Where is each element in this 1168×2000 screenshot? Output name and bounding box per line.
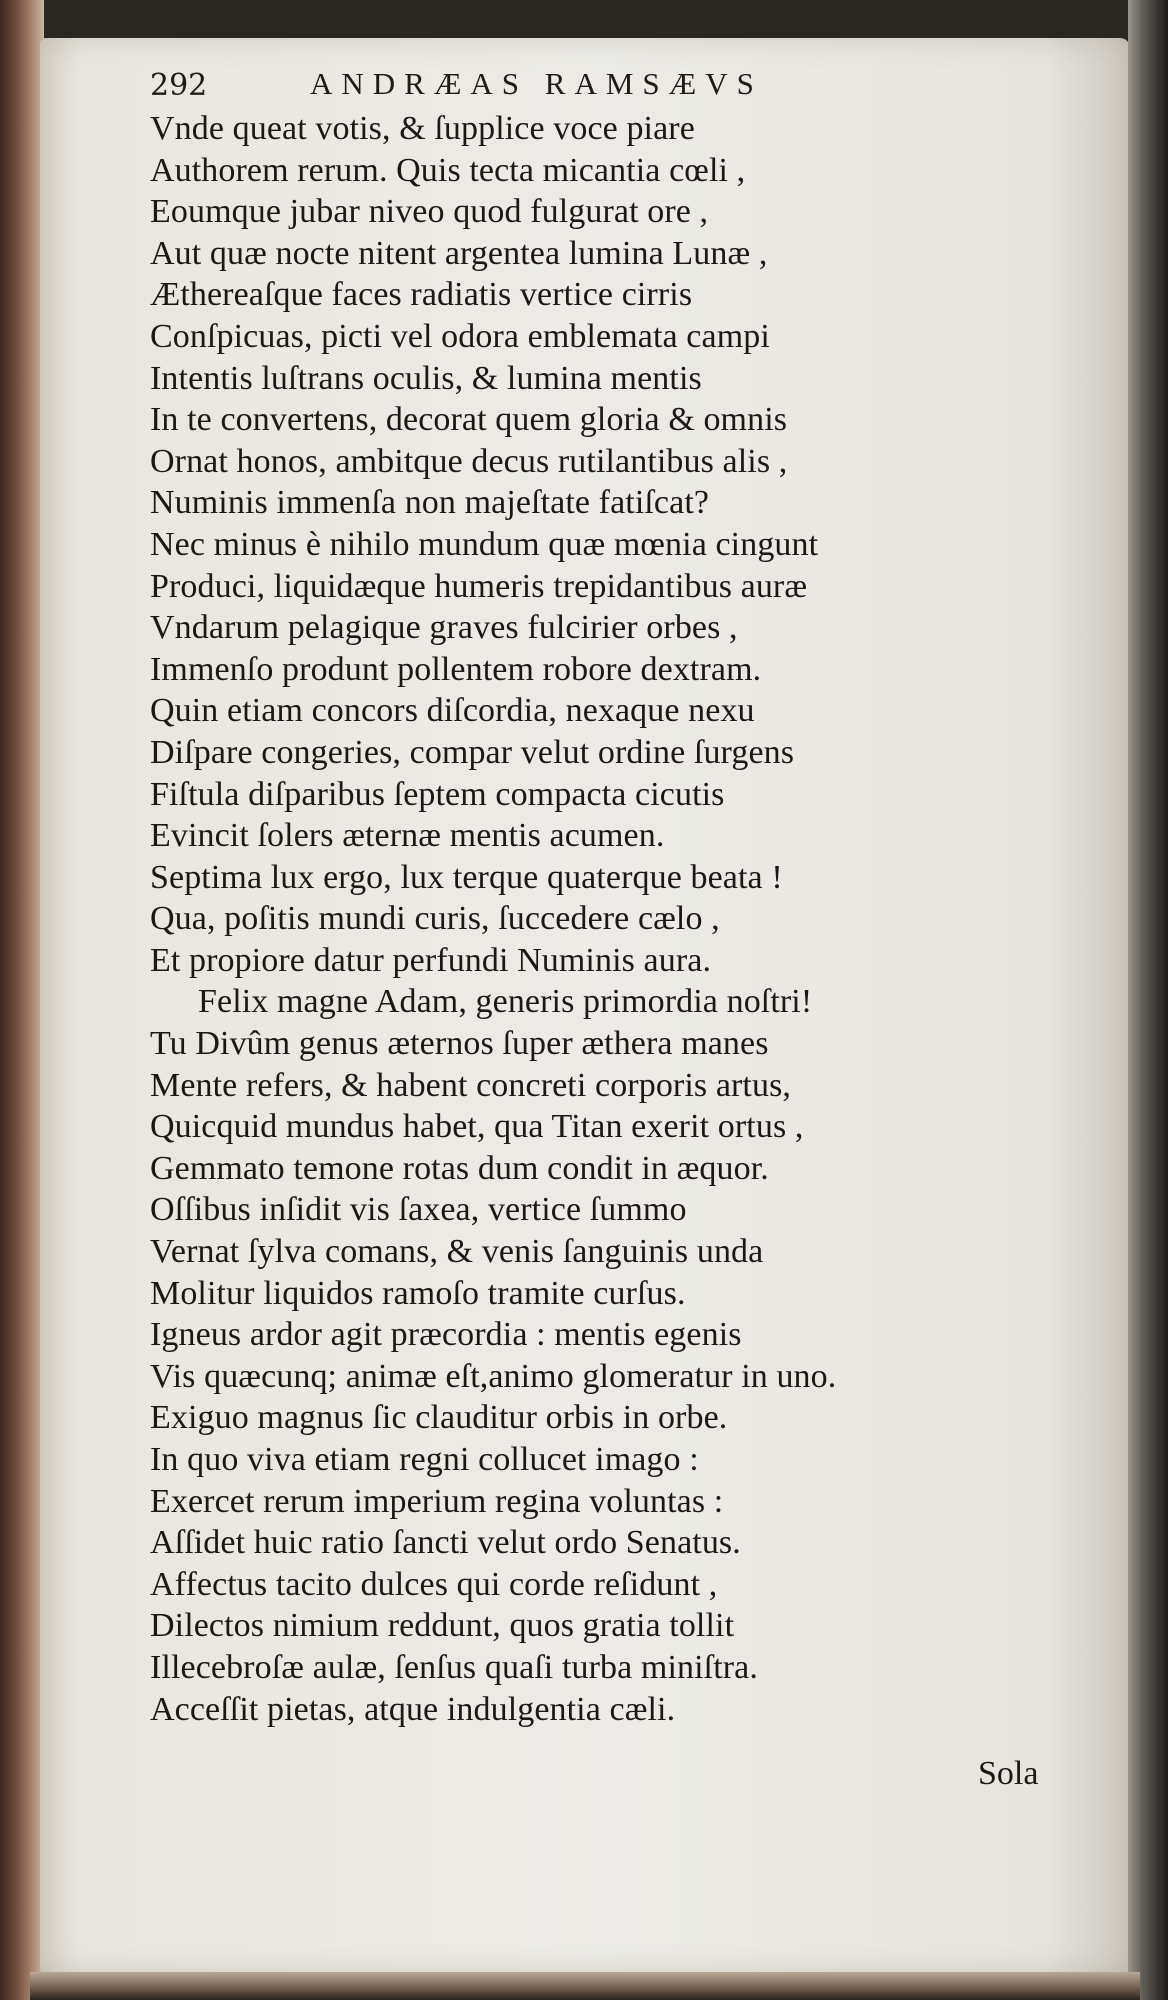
verse-line: Exercet rerum imperium regina voluntas : xyxy=(150,1482,724,1520)
verse-line: Vndarum pelagique graves fulcirier orbes , xyxy=(150,609,738,647)
verse-line: Vnde queat votis, & ſupplice voce piare xyxy=(150,110,695,147)
verse-line: Quin etiam concors diſcordia, nexaque nexu xyxy=(150,692,755,730)
book-fore-edge xyxy=(1128,0,1168,2000)
running-head: ANDRÆAS RAMSÆVS xyxy=(310,66,763,101)
page-number: 292 xyxy=(150,68,208,103)
verse-line: Oſſibus inſidit vis ſaxea, vertice ſummo xyxy=(150,1191,687,1229)
verse-line: Eoumque jubar niveo quod fulgurat ore , xyxy=(150,193,709,231)
verse-line: Nec minus è nihilo mundum quæ mœnia cingunt xyxy=(150,525,819,563)
verse-line: Intentis luſtrans oculis, & lumina mentis xyxy=(150,359,702,397)
verse-line: Conſpicuas, picti vel odora emblemata campi xyxy=(150,317,770,355)
verse-block xyxy=(150,108,1090,1730)
verse-line: In te convertens, decorat quem gloria & omnis xyxy=(150,401,788,439)
verse-line: Septima lux ergo, lux terque quaterque beata ! xyxy=(150,858,783,896)
verse-line-paragraph-start: Felix magne Adam, generis primordia noſtri! xyxy=(198,983,813,1021)
verse-line: Authorem rerum. Quis tecta micantia cœli , xyxy=(150,151,746,189)
verse-line: Gemmato temone rotas dum condit in æquor. xyxy=(150,1149,769,1187)
verse-line: Igneus ardor agit præcordia : mentis egenis xyxy=(150,1316,742,1354)
catchword: Sola xyxy=(978,1755,1039,1792)
verse-line: Ornat honos, ambitque decus rutilantibus alis , xyxy=(150,442,788,480)
verse-line: Numinis immenſa non majeſtate fatiſcat? xyxy=(150,484,710,522)
verse-line: Æthereaſque faces radiatis vertice cirris xyxy=(150,276,693,314)
verse-line: Vis quæcunq; animæ eſt,animo glomeratur in uno. xyxy=(150,1357,837,1395)
verse-line: Quicquid mundus habet, qua Titan exerit ortus , xyxy=(150,1108,804,1146)
verse-line: Exiguo magnus ſic clauditur orbis in orbe. xyxy=(150,1399,728,1437)
book-binding-edge xyxy=(0,0,44,2000)
verse-line: Produci, liquidæque humeris trepidantibus auræ xyxy=(150,567,808,605)
verse-line: Vernat ſylva comans, & venis ſanguinis unda xyxy=(150,1233,764,1271)
book-bottom-edge xyxy=(30,1972,1140,2000)
verse-line: Aſſidet huic ratio ſancti velut ordo Senatus. xyxy=(150,1524,741,1562)
verse-line: Aut quæ nocte nitent argentea lumina Lunæ , xyxy=(150,234,768,272)
page-header xyxy=(150,64,910,112)
verse-line: Immenſo produnt pollentem robore dextram. xyxy=(150,650,762,688)
verse-line: Diſpare congeries, compar velut ordine ſurgens xyxy=(150,733,795,771)
verse-line: Qua, poſitis mundi curis, ſuccedere cælo , xyxy=(150,900,720,938)
verse-line: Et propiore datur perfundi Numinis aura. xyxy=(150,941,712,979)
verse-line: Acceſſit pietas, atque indulgentia cæli. xyxy=(150,1690,676,1728)
verse-line: Fiſtula diſparibus ſeptem compacta cicutis xyxy=(150,775,725,813)
verse-line: Tu Divûm genus æternos ſuper æthera manes xyxy=(150,1025,769,1063)
verse-line: Dilectos nimium reddunt, quos gratia tollit xyxy=(150,1607,735,1645)
verse-line: Evincit ſolers æternæ mentis acumen. xyxy=(150,817,665,855)
verse-line: Molitur liquidos ramoſo tramite curſus. xyxy=(150,1274,686,1312)
verse-line: Illecebroſæ aulæ, ſenſus quaſi turba miniſtra. xyxy=(150,1648,758,1686)
verse-line: Mente refers, & habent concreti corporis artus, xyxy=(150,1066,792,1104)
verse-line: Affectus tacito dulces qui corde reſidunt , xyxy=(150,1565,718,1603)
verse-line: In quo viva etiam regni collucet imago : xyxy=(150,1441,699,1478)
